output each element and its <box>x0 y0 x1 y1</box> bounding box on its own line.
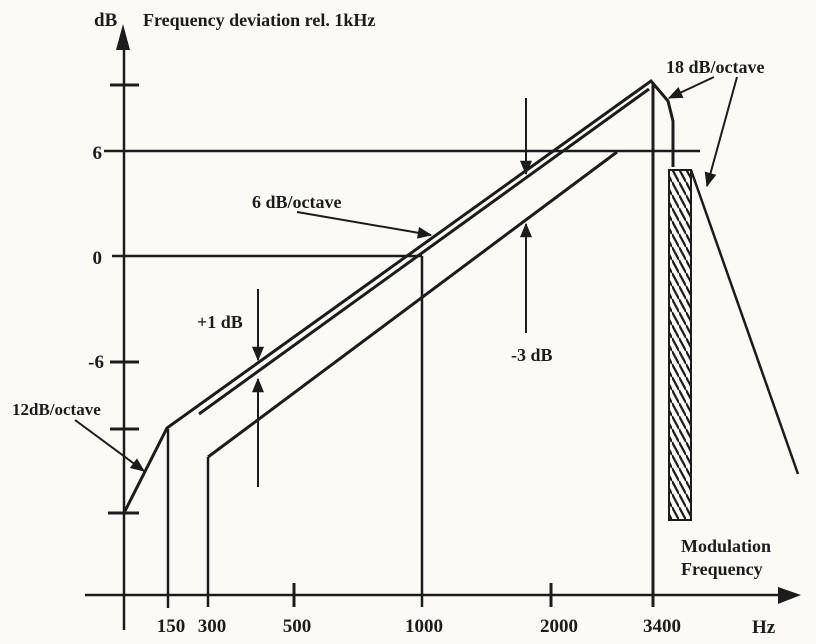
x-axis-arrow-icon <box>778 587 801 604</box>
x-tick-label-1000: 1000 <box>405 616 443 637</box>
slope12-label: 12dB/octave <box>12 400 101 419</box>
modulation-frequency-label-line2: Frequency <box>681 559 763 579</box>
modulation-frequency-label-line1: Modulation <box>681 536 772 556</box>
x-tick-label-500: 500 <box>282 616 312 637</box>
slope6-label: 6 dB/octave <box>252 192 342 212</box>
slope18-leader-arrow-upper <box>669 77 714 98</box>
slope6-leader-arrow <box>297 212 431 235</box>
slope18-leader-arrow-lower <box>707 77 737 186</box>
y-axis-arrow-icon <box>116 24 130 50</box>
slope18-label: 18 dB/octave <box>666 57 765 77</box>
tolerance-lower-label: -3 dB <box>511 345 553 365</box>
y-axis-unit-label: dB <box>94 10 118 31</box>
x-axis-unit-label: Hz <box>752 617 776 638</box>
x-tick-label-3400: 3400 <box>643 616 681 637</box>
x-tick-label-150: 150 <box>156 616 186 637</box>
lower-curve-rolloff-line <box>691 170 798 474</box>
upper-tolerance-curve <box>124 81 673 513</box>
y-tick-label-minus6: -6 <box>88 352 104 373</box>
nominal-curve <box>199 89 649 414</box>
x-tick-label-2000: 2000 <box>540 616 578 637</box>
modulation-limit-hatched-bar <box>669 170 691 520</box>
x-tick-label-300: 300 <box>197 616 227 637</box>
y-tick-label-6: 6 <box>92 143 102 164</box>
y-tick-label-0: 0 <box>92 248 102 269</box>
tolerance-upper-label: +1 dB <box>197 312 243 332</box>
chart-title: Frequency deviation rel. 1kHz <box>143 10 376 30</box>
